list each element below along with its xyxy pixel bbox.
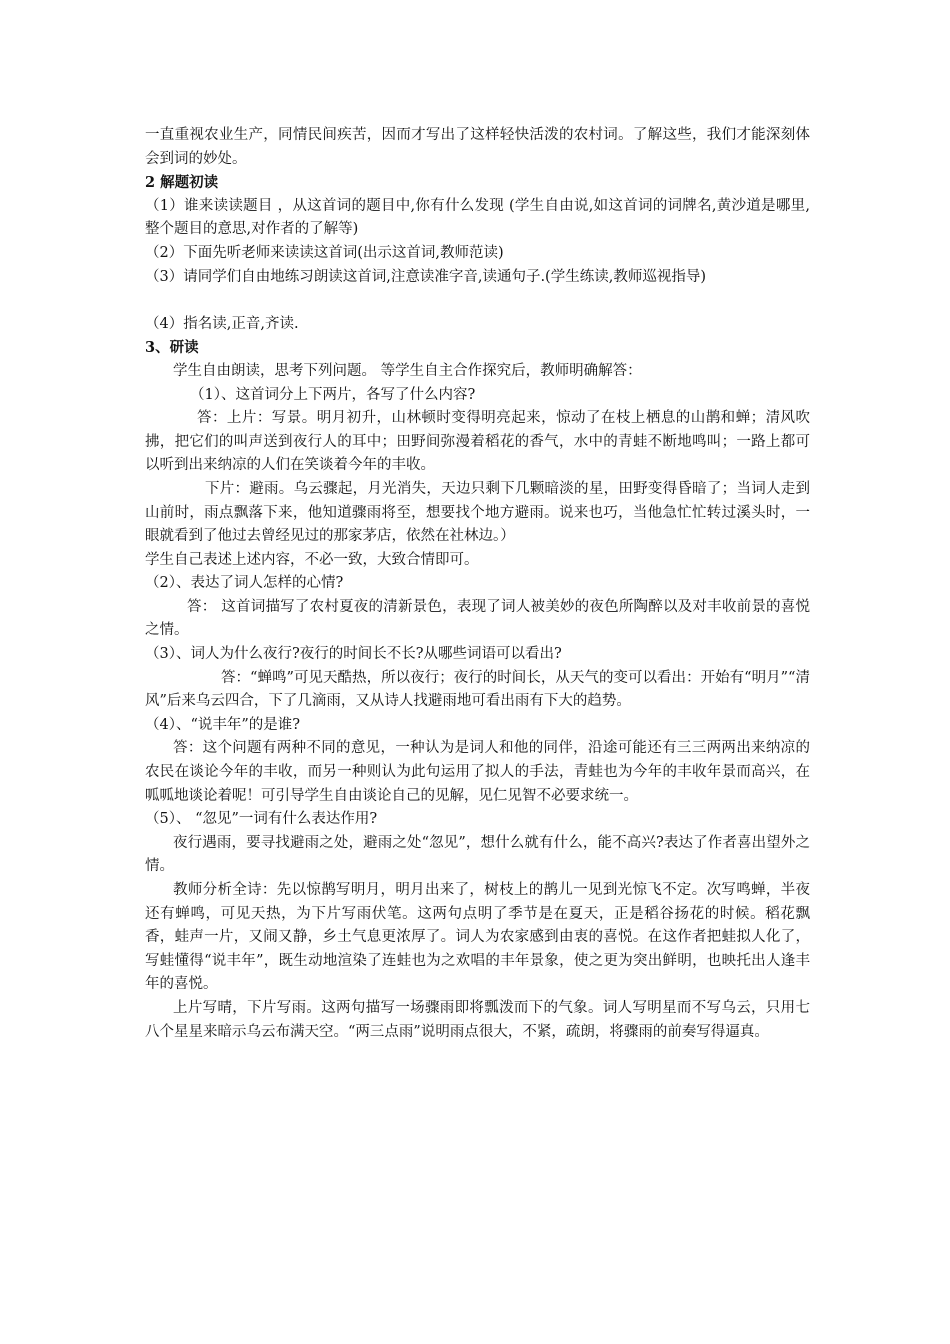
answer-3: 答：“蝉鸣”可见天酷热，所以夜行；夜行的时间长，从天气的变可以看出：开始有“明月”“清风”后来乌云四合，下了几滴雨，又从诗人找避雨地可看出雨有下大的趋势。: [145, 669, 810, 710]
section-3-heading: 3、研读: [145, 339, 199, 357]
question-1: （1）、这首词分上下两片，各写了什么内容?: [190, 386, 476, 403]
answer-2: 答： 这首词描写了农村夏夜的清新景色，表现了词人被美妙的夜色所陶醉以及对丰收前景的喜悦之情。: [145, 598, 810, 639]
question-3: （3）、词人为什么夜行?夜行的时间长不长?从哪些词语可以看出?: [145, 646, 562, 663]
section-3-lead: 学生自由朗读，思考下列问题。 等学生自主合作探究后，教师明确解答：: [173, 362, 642, 379]
answer-1-upper: 答：上片：写景。明月初升，山林顿时变得明亮起来，惊动了在枝上栖息的山鹊和蝉；清风吹拂，把它们的叫声送到夜行人的耳中；田野间弥漫着稻花的香气，水中的青蛙不断地鸣叫；一路上都可以听到出来纳凉的人们在笑谈着今年的丰收。: [145, 410, 810, 474]
document-body: [145, 124, 810, 1044]
question-5: （5）、 “忽见”一词有什么表达作用?: [145, 811, 378, 828]
analysis-paragraph-2: 上片写晴，下片写雨。这两句描写一场骤雨即将瓢泼而下的气象。词人写明星而不写乌云，只用七八个星星来暗示乌云布满天空。“两三点雨”说明雨点很大，不紧，疏朗，将骤雨的前奏写得逼真。: [145, 999, 810, 1040]
blank-line: [145, 289, 810, 313]
answer-5: 夜行遇雨，要寻找避雨之处，避雨之处“忽见”，想什么就有什么，能不高兴?表达了作者喜出望外之情。: [145, 834, 810, 875]
section-2-item-4: （4）指名读,正音,齐读.: [145, 315, 299, 332]
question-2: （2）、表达了词人怎样的心情?: [145, 575, 344, 592]
answer-4: 答：这个问题有两种不同的意见，一种认为是词人和他的同伴，沿途可能还有三三两两出来纳凉的农民在谈论今年的丰收，而另一种则认为此句运用了拟人的手法，青蛙也为今年的丰收年景而高兴，在呱呱地谈论着呢！可引导学生自由谈论自己的见解，见仁见智不必要求统一。: [145, 740, 810, 804]
section-2-item-2: （2）下面先听老师来读读这首词(出示这首词,教师范读): [145, 244, 504, 261]
answer-1-lower: 下片：避雨。乌云骤起，月光消失，天边只剩下几颗暗淡的星，田野变得昏暗了；当词人走到山前时，雨点飘落下来，他知道骤雨将至，想要找个地方避雨。说来也巧，当他急忙忙转过溪头时，一眼就看到了他过去曾经见过的那家茅店，依然在社林边。）: [145, 480, 810, 545]
section-2-item-1: （1）谁来读读题目 ，从这首词的题目中,你有什么发现 (学生自由说,如这首词的词牌名,黄沙道是哪里,整个题目的意思,对作者的了解等): [145, 197, 810, 238]
question-4: （4）、“说丰年”的是谁?: [145, 716, 301, 733]
answer-1-note: 学生自己表述上述内容，不必一致，大致合情即可。: [145, 551, 479, 568]
intro-paragraph: 一直重视农业生产，同情民间疾苦，因而才写出了这样轻快活泼的农村词。了解这些，我们才能深刻体会到词的妙处。: [145, 127, 810, 167]
analysis-paragraph-1: 教师分析全诗：先以惊鹊写明月，明月出来了，树枝上的鹊儿一见到光惊飞不定。次写鸣蝉，半夜还有蝉鸣，可见天热，为下片写雨伏笔。这两句点明了季节是在夏天，正是稻谷扬花的时候。稻花飘香，蛙声一片，又闹又静，乡土气息更浓厚了。词人为农家感到由衷的喜悦。在这作者把蛙拟人化了，写蛙懂得“说丰年”，既生动地渲染了连蛙也为之欢唱的丰年景象，使之更为突出鲜明，也映托出人逢丰年的喜悦。: [145, 882, 810, 993]
section-2-heading: 2 解题初读: [145, 174, 219, 192]
section-2-item-3: （3）请同学们自由地练习朗读这首词,注意读准字音,读通句子.(学生练读,教师巡视指导): [145, 268, 706, 285]
